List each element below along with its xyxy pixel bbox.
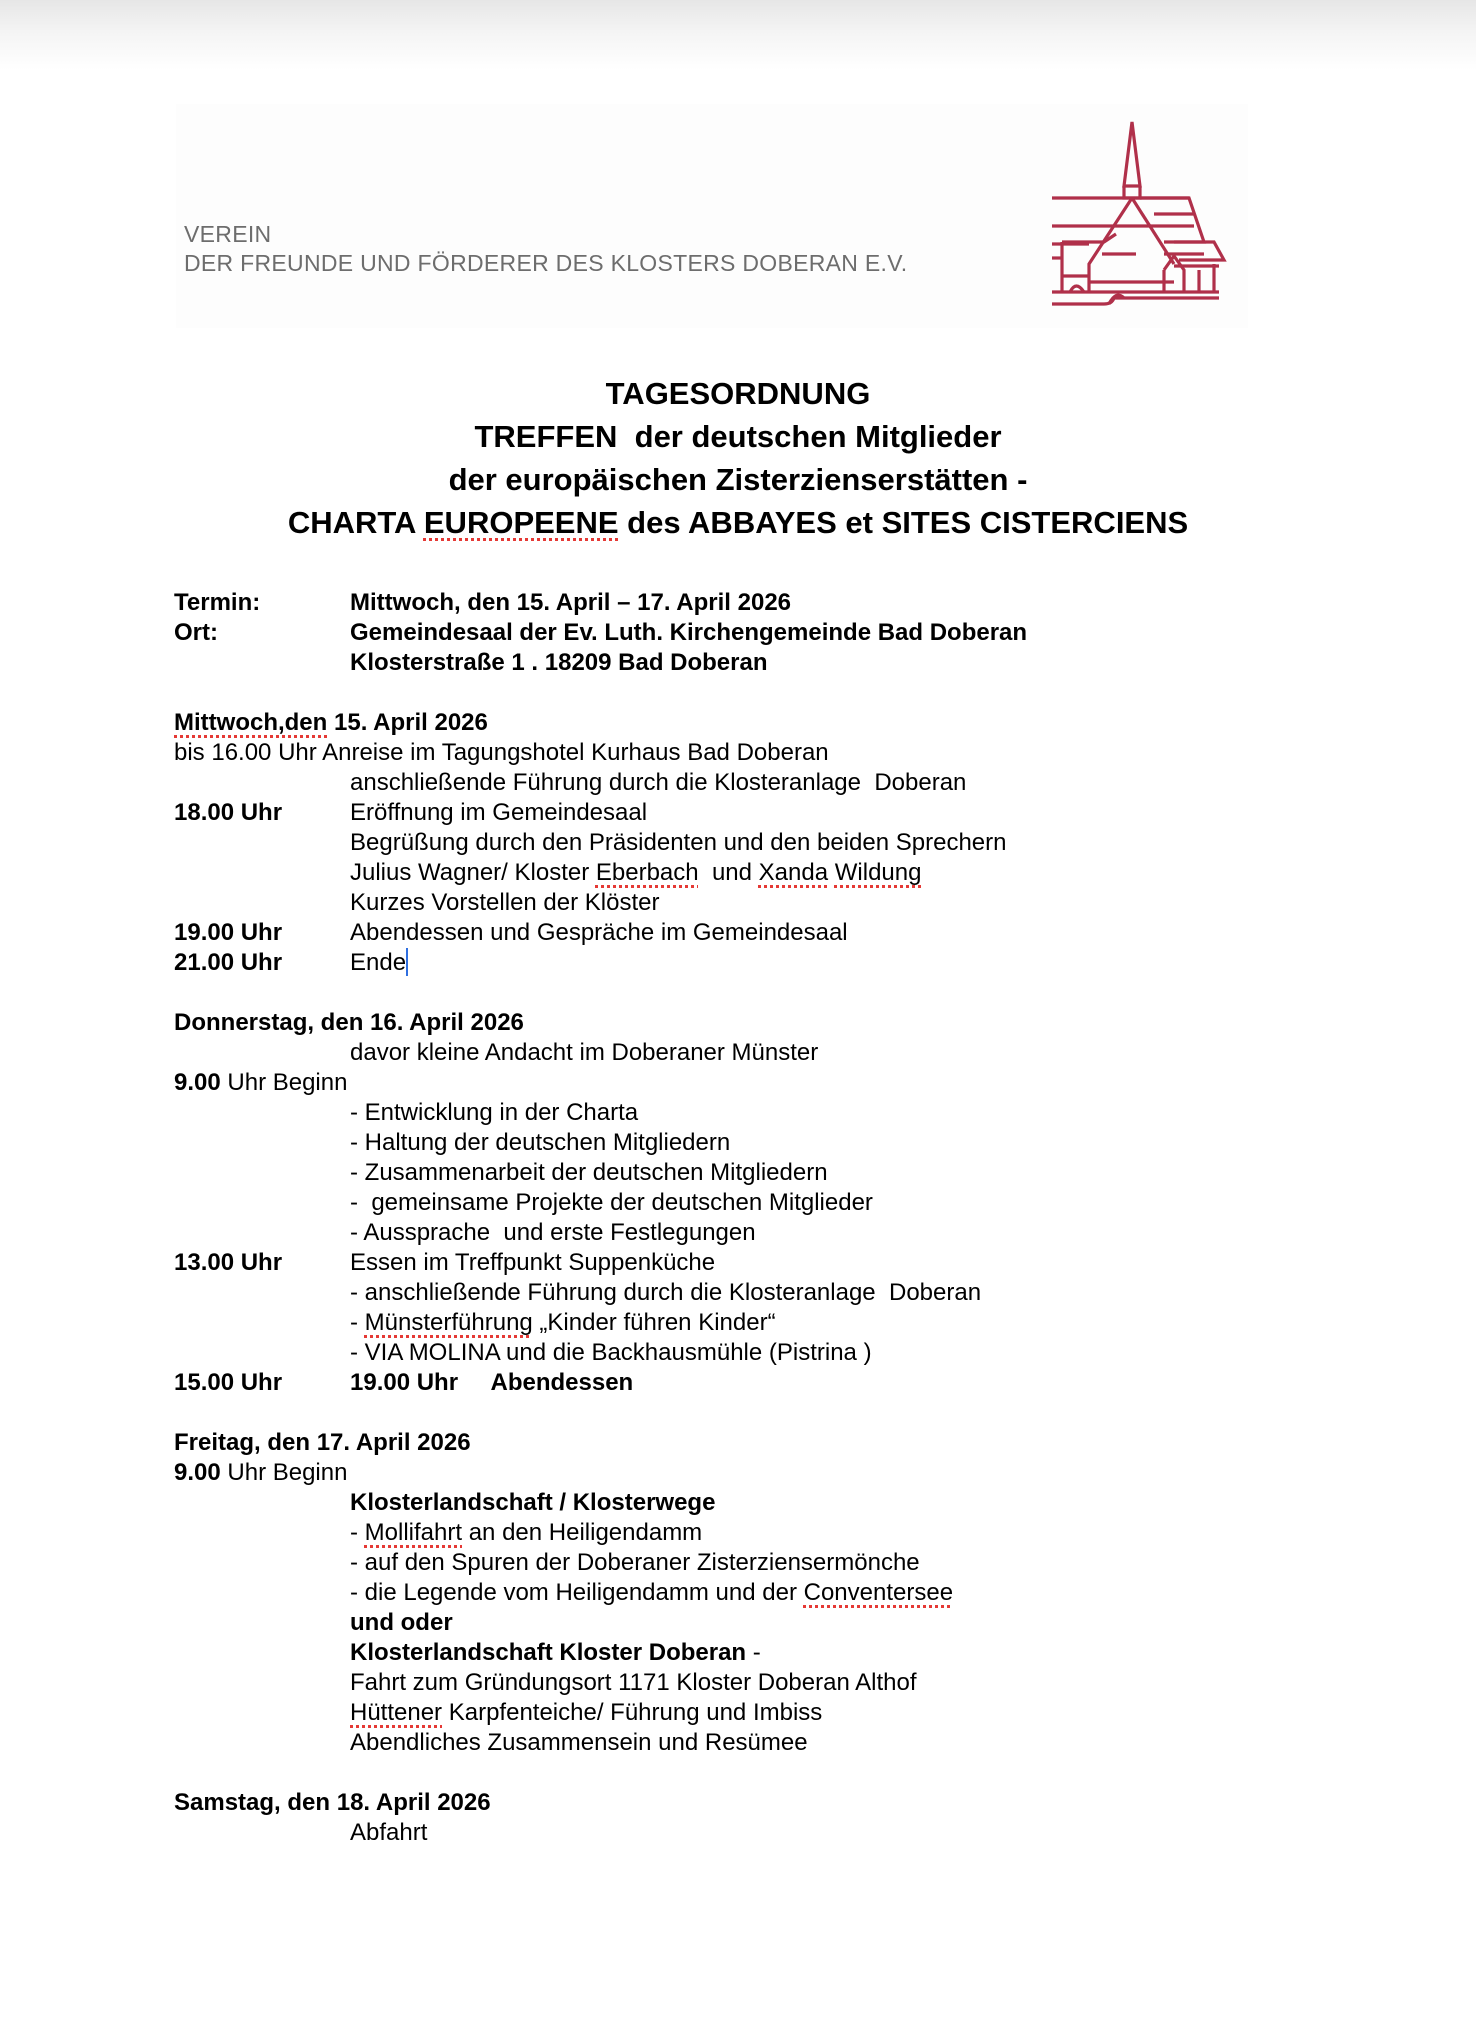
spacer [174,1818,350,1848]
ort-label: Ort: [174,619,218,646]
agenda-row [174,768,1324,798]
text-part: und [698,859,759,886]
termin-row [174,588,1324,618]
agenda-row [174,858,1324,888]
agenda-row [174,1158,1324,1188]
agenda-row [174,1818,1324,1848]
agenda-row [174,1218,1324,1248]
day2-heading: Donnerstag, den 16. April 2026 [174,1009,524,1036]
spellcheck-flagged-word[interactable]: Münsterführung [364,1309,533,1336]
spellcheck-flagged-word[interactable]: Conventersee [803,1579,954,1606]
spacer [174,1338,350,1368]
agenda-row [174,1278,1324,1308]
day1-date: 15. April 2026 [327,709,488,736]
text-part: Julius Wagner/ Kloster [350,859,596,886]
spacer [174,978,1324,1008]
spacer [174,858,350,888]
spacer [174,1608,350,1638]
spacer [174,1218,350,1248]
spacer [174,1278,350,1308]
ort-address: Klosterstraße 1 . 18209 Bad Doberan [350,649,768,676]
title-line2: TREFFEN der deutschen Mitglieder [474,419,1002,454]
text-part: an den Heiligendamm [462,1519,703,1546]
spacer [174,1158,350,1188]
spacer [174,1488,350,1518]
agenda-row [174,948,1324,978]
agenda-text: Eröffnung im Gemeindesaal [350,799,648,826]
letterhead [176,104,1248,328]
spacer [174,1758,1324,1788]
ort-row [174,618,1324,648]
agenda-row [174,1548,1324,1578]
agenda-text: anschließende Führung durch die Klosteranlage Doberan [350,769,967,796]
association-line2: DER FREUNDE UND FÖRDERER DES KLOSTERS DOBERAN E.V. [184,250,908,276]
spellcheck-flagged-word[interactable]: Hüttener [350,1699,443,1726]
spacer [174,828,350,858]
day3-start [174,1458,1324,1488]
text-part: - die Legende vom Heiligendamm und der [350,1579,804,1606]
text-part [828,859,835,886]
document-title [0,372,1476,544]
spacer [174,1698,350,1728]
agenda-row [174,1608,1324,1638]
spacer [174,1128,350,1158]
text-part: „Kinder führen Kinder“ [532,1309,776,1336]
agenda-item: - VIA MOLINA und die Backhausmühle (Pistrina ) [350,1339,872,1366]
agenda-text: davor kleine Andacht im Doberaner Münster [350,1039,819,1066]
agenda-time: 9.00 [174,1459,221,1486]
day4-heading: Samstag, den 18. April 2026 [174,1789,491,1816]
spacer [174,1548,350,1578]
agenda-row [174,828,1324,858]
agenda-row [174,1308,1324,1338]
termin-value: Mittwoch, den 15. April – 17. April 2026 [350,589,792,616]
agenda-row [174,1338,1324,1368]
agenda-item: - Entwicklung in der Charta [350,1099,639,1126]
text-part: - [746,1639,761,1666]
agenda-item: - anschließende Führung durch die Klosteranlage Doberan [350,1279,982,1306]
title-line4 [0,501,1476,544]
agenda-text: Essen im Treffpunkt Suppenküche [350,1249,716,1276]
spacer [174,1038,350,1068]
agenda-text: Ende [350,949,407,976]
ort-row-2 [174,648,1324,678]
agenda-item [350,1518,1324,1548]
agenda-row [174,1668,1324,1698]
agenda-text: Begrüßung durch den Präsidenten und den beiden Sprechern [350,829,1007,856]
agenda-row [174,888,1324,918]
day2-start [174,1068,1324,1098]
spacer [174,678,1324,708]
agenda-item: - Zusammenarbeit der deutschen Mitgliedern [350,1159,828,1186]
agenda-subheading: und oder [350,1609,453,1636]
title-line4-part: CHARTA [287,505,424,540]
agenda-item [350,1308,1324,1338]
agenda-row [174,1578,1324,1608]
agenda-row [174,1488,1324,1518]
spacer [174,1188,350,1218]
agenda-time: 9.00 [174,1069,221,1096]
agenda-text: Abendliches Zusammensein und Resümee [350,1729,808,1756]
agenda-time: 13.00 Uhr [174,1249,283,1276]
spacer [174,1518,350,1548]
agenda-subheading: Klosterlandschaft / Klosterwege [350,1489,716,1516]
spellcheck-flagged-word[interactable]: Wildung [834,859,922,886]
agenda-row [174,1248,1324,1278]
agenda-item: - auf den Spuren der Doberaner Zisterziensermönche [350,1549,920,1576]
title-line3: der europäischen Zisterzienserstätten - [448,462,1028,497]
termin-label: Termin: [174,589,261,616]
agenda-row [174,1638,1324,1668]
title-line1: TAGESORDNUNG [605,376,871,411]
top-shadow [0,0,1476,70]
ort-value: Gemeindesaal der Ev. Luth. Kirchengemeinde Bad Doberan [350,619,1028,646]
text-part: - [350,1519,365,1546]
agenda-time: 15.00 Uhr [174,1369,283,1396]
spacer [174,768,350,798]
spacer [174,1398,1324,1428]
text-part: - [350,1309,365,1336]
day3-heading: Freitag, den 17. April 2026 [174,1429,471,1456]
association-line1: VEREIN [184,221,272,247]
agenda-row [174,1098,1324,1128]
agenda-text: Uhr Beginn [220,1069,348,1096]
agenda-text: Abendessen und Gespräche im Gemeindesaal [350,919,848,946]
spacer [174,1098,350,1128]
spacer [174,1638,350,1668]
agenda-row [174,1368,1324,1398]
agenda-item: - Haltung der deutschen Mitgliedern [350,1129,731,1156]
text-cursor [406,948,408,976]
spacer [174,888,350,918]
agenda-text: Kurzes Vorstellen der Klöster [350,889,660,916]
spellcheck-flagged-word[interactable]: Mittwoch,den [174,709,328,736]
association-name [184,220,907,278]
agenda-item [350,1578,1324,1608]
agenda-time: 18.00 Uhr [174,799,283,826]
agenda-row [174,1128,1324,1158]
spellcheck-flagged-word[interactable]: Eberbach [595,859,699,886]
monastery-church-icon [1044,114,1244,314]
spacer [174,1578,350,1608]
agenda-text [350,858,1324,888]
day1-arrival: bis 16.00 Uhr Anreise im Tagungshotel Kurhaus Bad Doberan [174,739,829,766]
agenda-text: Abfahrt [350,1819,428,1846]
agenda-item: - gemeinsame Projekte der deutschen Mitglieder [350,1189,873,1216]
spacer [174,648,350,678]
agenda-row [174,798,1324,828]
text-part: Karpfenteiche/ Führung und Imbiss [442,1699,823,1726]
agenda-row [174,1728,1324,1758]
spacer [174,1728,350,1758]
spellcheck-flagged-word[interactable]: Mollifahrt [364,1519,463,1546]
agenda-item: - Aussprache und erste Festlegungen [350,1219,756,1246]
agenda-body [174,588,1324,1848]
agenda-text: 19.00 Uhr Abendessen [350,1369,634,1396]
title-line4-part: des ABBAYES et SITES CISTERCIENS [618,505,1189,540]
agenda-text: Fahrt zum Gründungsort 1171 Kloster Doberan Althof [350,1669,917,1696]
spacer [174,1308,350,1338]
agenda-row [174,1698,1324,1728]
spacer [174,1668,350,1698]
agenda-time: 19.00 Uhr [174,919,283,946]
agenda-text [350,1698,1324,1728]
agenda-row [174,1518,1324,1548]
agenda-row [174,918,1324,948]
text-part: Klosterlandschaft Kloster Doberan [350,1639,747,1666]
day1-heading [174,708,1324,738]
spellcheck-flagged-word[interactable]: Xanda [758,859,829,886]
agenda-text: Uhr Beginn [220,1459,348,1486]
agenda-subheading [350,1638,1324,1668]
agenda-row [174,1188,1324,1218]
agenda-row [174,1038,1324,1068]
agenda-time: 21.00 Uhr [174,949,283,976]
spellcheck-flagged-word[interactable]: EUROPEENE [423,505,619,540]
